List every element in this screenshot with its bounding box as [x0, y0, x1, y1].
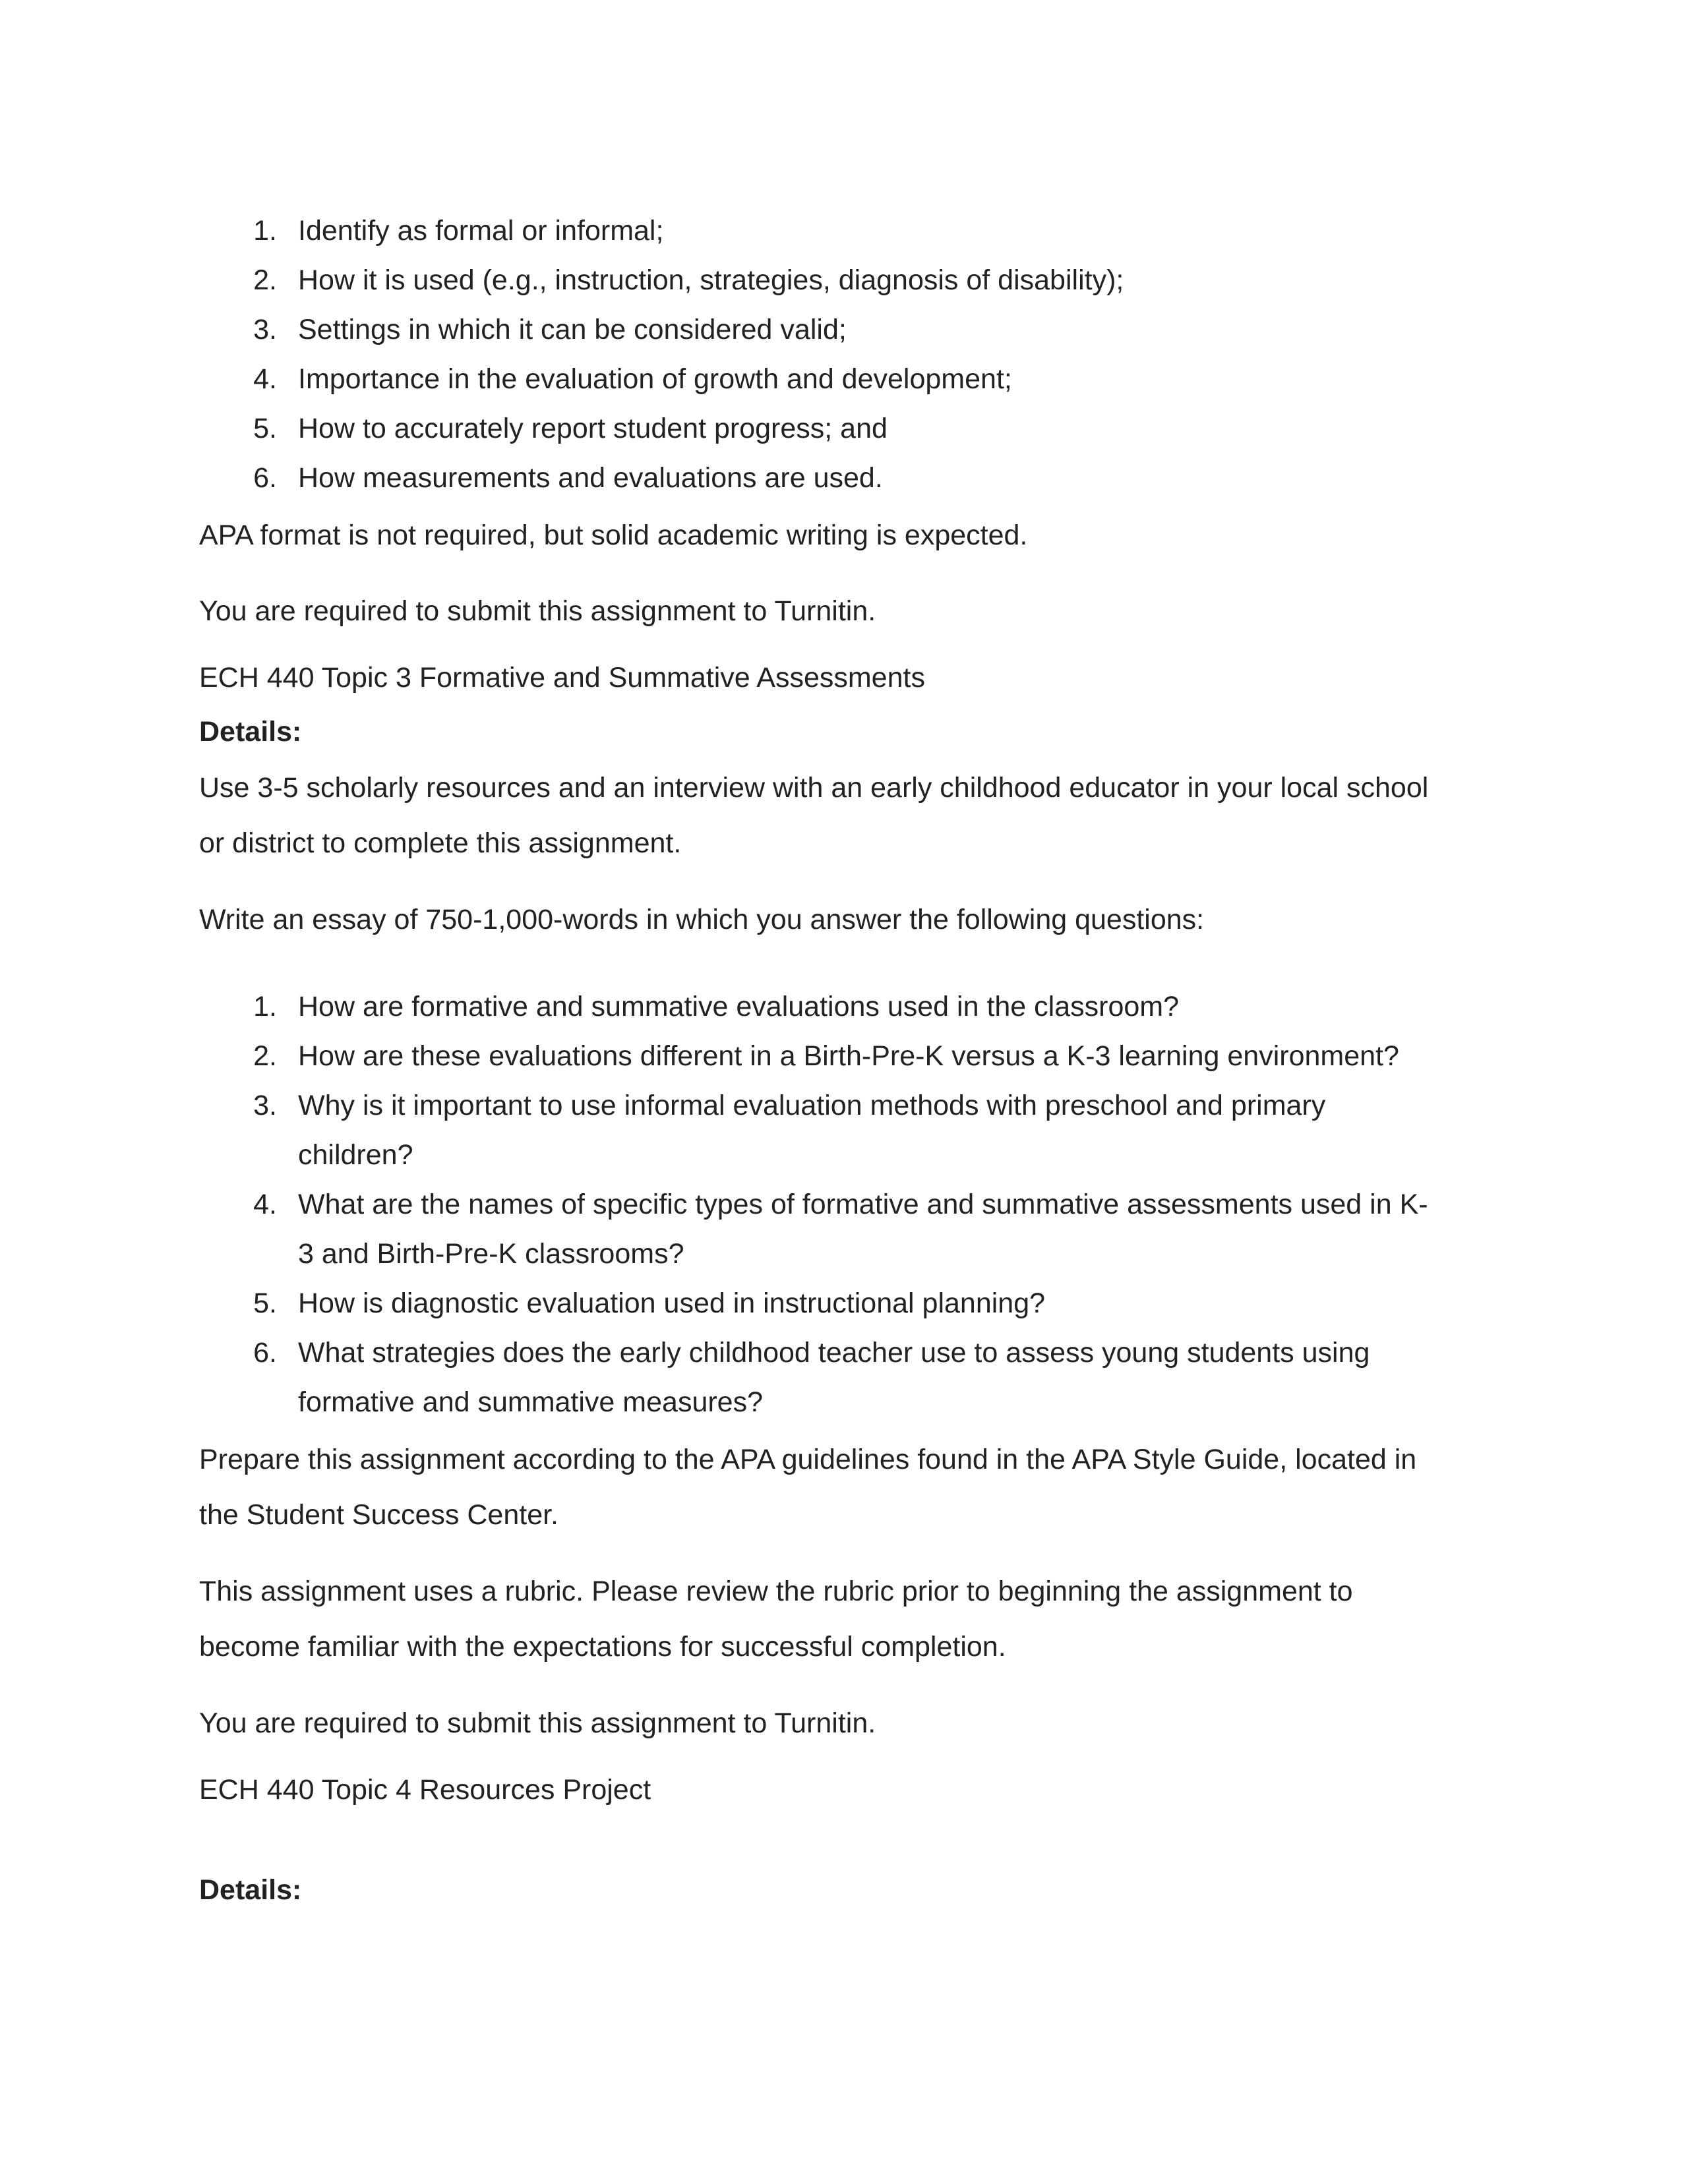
- list-item-text: How it is used (e.g., instruction, strategies, diagnosis of disability);: [298, 264, 1124, 296]
- list-item-text: Why is it important to use informal evaluation methods with preschool and primary: [298, 1090, 1326, 1121]
- list-item-text: What are the names of specific types of formative and summative assessments used in K-: [298, 1189, 1428, 1220]
- rubric-line1: This assignment uses a rubric. Please review the rubric prior to beginning the assignment to: [199, 1576, 1353, 1607]
- apa-guidelines-line1: Prepare this assignment according to the APA guidelines found in the APA Style Guide, located in: [199, 1444, 1417, 1475]
- list-item-text: What strategies does the early childhood teacher use to assess young students using: [298, 1337, 1370, 1369]
- list-item-number: 3.: [253, 314, 277, 345]
- list-item-number: 1.: [253, 991, 277, 1022]
- apa-guidelines-line2: the Student Success Center.: [199, 1499, 558, 1531]
- list-item-text: How to accurately report student progress; and: [298, 413, 888, 444]
- topic3-title: ECH 440 Topic 3 Formative and Summative Assessments: [199, 662, 925, 694]
- resources-para-line1: Use 3-5 scholarly resources and an interview with an early childhood educator in your local school: [199, 772, 1429, 804]
- list-item-number: 4.: [253, 1189, 277, 1220]
- list-item-number: 3.: [253, 1090, 277, 1121]
- list-item-text-continued: formative and summative measures?: [298, 1386, 764, 1418]
- details-heading-2: Details:: [199, 1874, 302, 1906]
- list-item-number: 6.: [253, 1337, 277, 1369]
- list-item-text: How are formative and summative evaluations used in the classroom?: [298, 991, 1180, 1022]
- topic4-title: ECH 440 Topic 4 Resources Project: [199, 1774, 651, 1806]
- list-item-number: 2.: [253, 1040, 277, 1072]
- rubric-line2: become familiar with the expectations for successful completion.: [199, 1631, 1006, 1663]
- list-item-number: 5.: [253, 1287, 277, 1319]
- list-item-text: Settings in which it can be considered valid;: [298, 314, 847, 345]
- list-item-text-continued: children?: [298, 1139, 413, 1171]
- list-item-number: 1.: [253, 215, 277, 247]
- list-item-number: 6.: [253, 462, 277, 494]
- list-item-number: 4.: [253, 363, 277, 395]
- list-item-text: Identify as formal or informal;: [298, 215, 664, 247]
- list-item-text: How are these evaluations different in a Birth-Pre-K versus a K-3 learning environment?: [298, 1040, 1399, 1072]
- essay-intro: Write an essay of 750-1,000-words in which you answer the following questions:: [199, 904, 1205, 935]
- list-item-number: 5.: [253, 413, 277, 444]
- turnitin-note-2: You are required to submit this assignment to Turnitin.: [199, 1707, 876, 1739]
- apa-note: APA format is not required, but solid academic writing is expected.: [199, 519, 1028, 551]
- list-item-text: How measurements and evaluations are used.: [298, 462, 883, 494]
- turnitin-note: You are required to submit this assignment to Turnitin.: [199, 595, 876, 627]
- list-item-text: How is diagnostic evaluation used in instructional planning?: [298, 1287, 1046, 1319]
- resources-para-line2: or district to complete this assignment.: [199, 827, 682, 859]
- list-item-text: Importance in the evaluation of growth and development;: [298, 363, 1012, 395]
- details-heading: Details:: [199, 716, 302, 748]
- list-item-number: 2.: [253, 264, 277, 296]
- list-item-text-continued: 3 and Birth-Pre-K classrooms?: [298, 1238, 684, 1270]
